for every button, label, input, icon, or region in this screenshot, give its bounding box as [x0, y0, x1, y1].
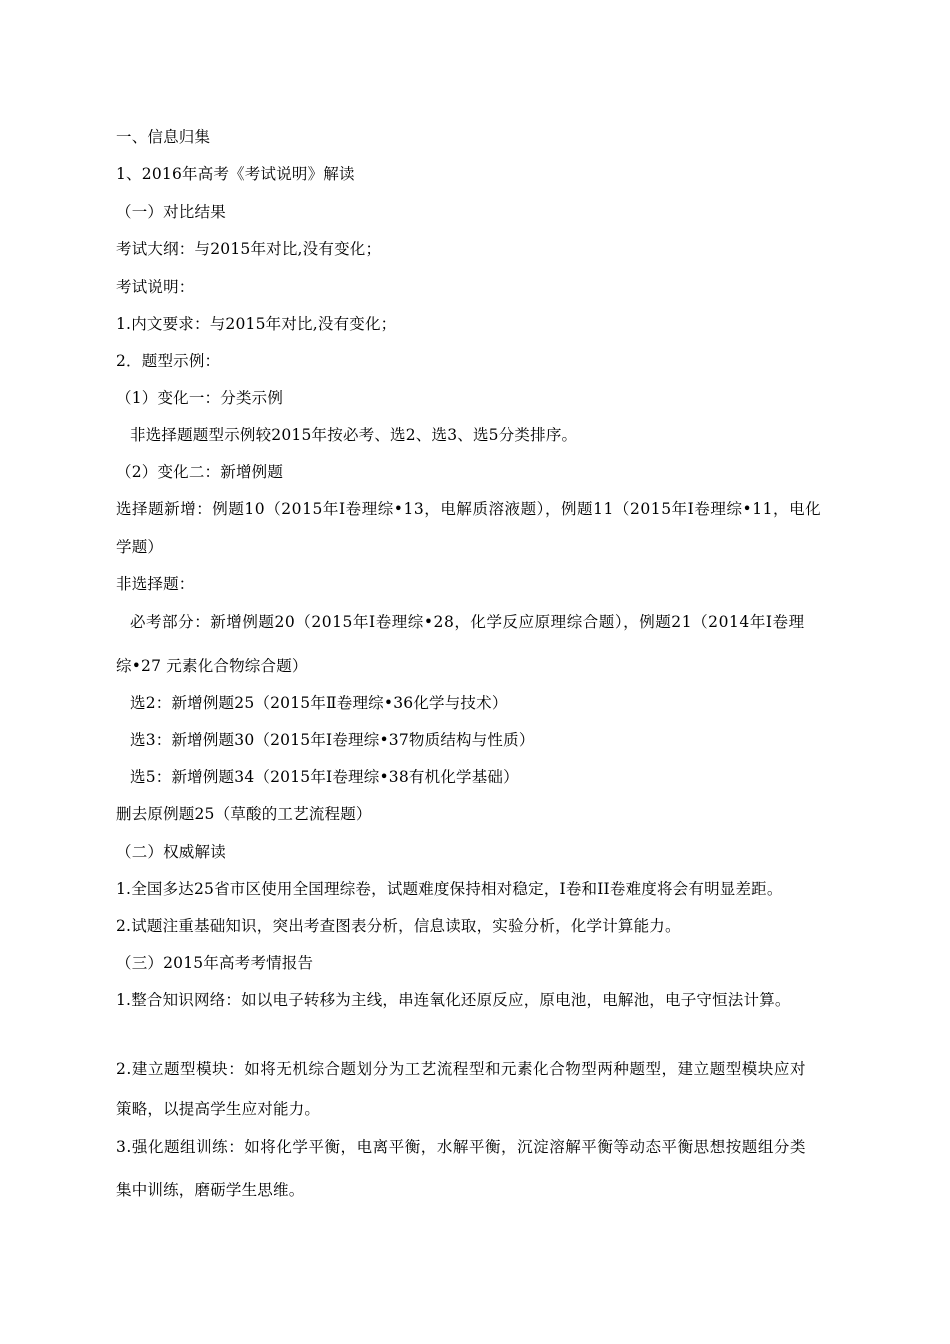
text-elective-2: 选2：新增例题25（2015年Ⅱ卷理综•36化学与技术） [130, 694, 508, 712]
text-change-one: （1）变化一：分类示例 [116, 389, 284, 407]
text-report-1: 1.整合知识网络：如以电子转移为主线，串连氧化还原反应，原电池，电解池，电子守恒法计算。 [116, 991, 791, 1009]
text-nonchoice: 非选择题： [116, 575, 195, 593]
heading-exam-guide: 1、2016年高考《考试说明》解读 [116, 165, 355, 183]
text-change-two: （2）变化二：新增例题 [116, 463, 284, 481]
text-question-examples: 2．题型示例： [116, 352, 221, 370]
subheading-report: （三）2015年高考考情报告 [116, 954, 314, 972]
text-syllabus: 考试大纲：与2015年对比,没有变化； [116, 240, 382, 258]
text-choice-new: 选择题新增：例题10（2015年Ⅰ卷理综•13，电解质溶液题），例题11（2015年Ⅰ卷理综•11，电化 [116, 500, 822, 518]
text-elective-3: 选3：新增例题30（2015年Ⅰ卷理综•37物质结构与性质） [130, 731, 535, 749]
heading-info-collection: 一、信息归集 [116, 128, 211, 146]
subheading-comparison: （一）对比结果 [116, 203, 226, 221]
text-exam-notes: 考试说明： [116, 278, 195, 296]
text-choice-new-cont: 学题） [116, 538, 164, 556]
text-required-part: 必考部分：新增例题20（2015年Ⅰ卷理综•28，化学反应原理综合题），例题21（2014年Ⅰ卷理 [130, 613, 805, 631]
text-report-2-cont: 策略，以提高学生应对能力。 [116, 1100, 321, 1118]
text-interpretation-1: 1.全国多达25省市区使用全国理综卷，试题难度保持相对稳定，I卷和II卷难度将会有明显差距。 [116, 880, 783, 898]
text-required-part-cont: 综•27 元素化合物综合题） [116, 657, 308, 675]
subheading-interpretation: （二）权威解读 [116, 843, 226, 861]
text-report-2: 2.建立题型模块：如将无机综合题划分为工艺流程型和元素化合物型两种题型，建立题型模块应对 [116, 1060, 806, 1078]
text-deleted-example: 删去原例题25（草酸的工艺流程题） [116, 805, 372, 823]
text-report-3-cont: 集中训练，磨砺学生思维。 [116, 1181, 305, 1199]
text-content-req: 1.内文要求：与2015年对比,没有变化； [116, 315, 397, 333]
text-elective-5: 选5：新增例题34（2015年Ⅰ卷理综•38有机化学基础） [130, 768, 519, 786]
text-interpretation-2: 2.试题注重基础知识，突出考查图表分析，信息读取，实验分析，化学计算能力。 [116, 917, 681, 935]
text-report-3: 3.强化题组训练：如将化学平衡，电离平衡，水解平衡，沉淀溶解平衡等动态平衡思想按题组分类 [116, 1138, 806, 1156]
text-nonchoice-order: 非选择题题型示例较2015年按必考、选2、选3、选5分类排序。 [130, 426, 578, 444]
